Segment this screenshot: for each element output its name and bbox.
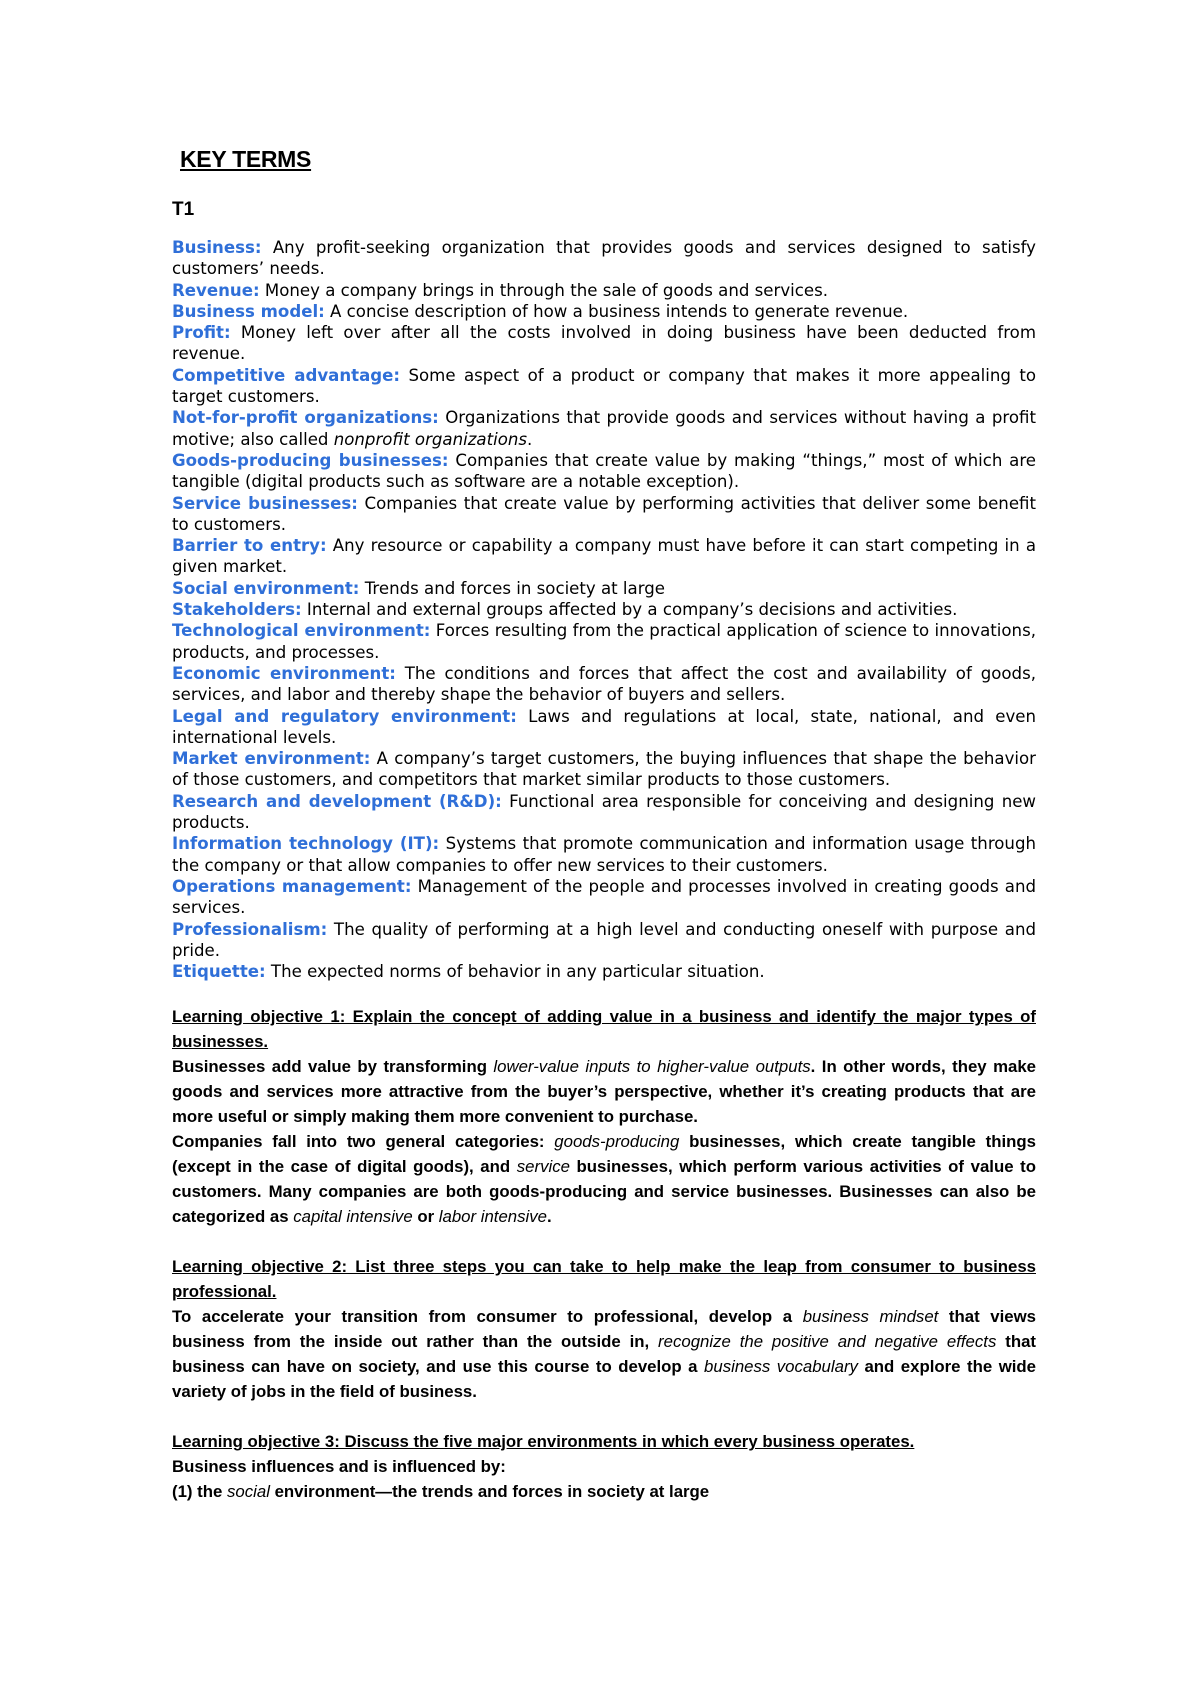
learning-objectives bbox=[172, 1004, 1036, 1504]
objective-paragraph bbox=[172, 1304, 1036, 1404]
term-name: Business: bbox=[172, 238, 262, 257]
objective-emphasis: labor intensive bbox=[438, 1207, 547, 1227]
objective-paragraph bbox=[172, 1454, 1036, 1479]
objective-emphasis: service bbox=[516, 1157, 570, 1177]
term-entry bbox=[172, 301, 1036, 322]
term-entry bbox=[172, 833, 1036, 876]
learning-objective bbox=[172, 1254, 1036, 1404]
term-entry bbox=[172, 876, 1036, 919]
objective-text: environment—the trends and forces in society at large bbox=[269, 1482, 710, 1502]
objective-text: or bbox=[412, 1207, 439, 1227]
objective-text: . bbox=[546, 1207, 552, 1227]
term-definition: Laws and regulations at local, state, national, and even international levels. bbox=[172, 706, 1036, 747]
objective-text: Companies fall into two general categories: bbox=[172, 1132, 555, 1152]
term-entry bbox=[172, 620, 1036, 663]
term-entry bbox=[172, 237, 1036, 280]
term-name: Competitive advantage: bbox=[172, 365, 401, 385]
term-name: Goods-producing businesses: bbox=[172, 450, 449, 470]
term-name: Professionalism: bbox=[172, 919, 328, 939]
objective-emphasis: business mindset bbox=[802, 1307, 939, 1327]
term-name: Business model: bbox=[172, 301, 325, 321]
term-definition: A concise description of how a business intends to generate revenue. bbox=[324, 301, 909, 321]
term-definition: A company’s target customers, the buying influences that shape the behavior of those customers, and competitors that market similar products to those customers. bbox=[172, 749, 1036, 790]
term-definition: The expected norms of behavior in any particular situation. bbox=[265, 962, 765, 982]
term-name: Barrier to entry: bbox=[172, 536, 327, 556]
term-definition: The quality of performing at a high level and conducting oneself with purpose and pride. bbox=[172, 919, 1036, 960]
term-definition: . bbox=[527, 429, 533, 449]
objective-emphasis: recognize the positive and negative effects bbox=[658, 1332, 997, 1352]
objective-heading: Learning objective 2: List three steps you can take to help make the leap from consumer to business professional. bbox=[172, 1257, 1036, 1302]
term-entry bbox=[172, 599, 1036, 620]
term-entry bbox=[172, 748, 1036, 791]
term-definition: Internal and external groups affected by a company’s decisions and activities. bbox=[301, 600, 958, 620]
term-name: Legal and regulatory environment: bbox=[172, 706, 517, 726]
objective-emphasis: social bbox=[227, 1482, 270, 1502]
objective-text: . In other words, they make goods and services more attractive from the buyer’s perspective, whether it’s creating products that are more useful or simply making them more convenient to purchase. bbox=[172, 1057, 1036, 1127]
key-terms-list bbox=[172, 237, 1036, 982]
term-entry bbox=[172, 322, 1036, 365]
term-name: Etiquette: bbox=[172, 962, 266, 982]
term-name: Service businesses: bbox=[172, 493, 358, 513]
term-definition: Systems that promote communication and information usage through the company or that allow companies to offer new services to their customers. bbox=[172, 834, 1036, 875]
term-definition: Any profit-seeking organization that provides goods and services designed to satisfy customers’ needs. bbox=[172, 238, 1036, 279]
term-definition: Some aspect of a product or company that makes it more appealing to target customers. bbox=[172, 365, 1036, 407]
objective-emphasis: lower-value inputs to higher-value outputs bbox=[493, 1057, 811, 1077]
objective-paragraph bbox=[172, 1054, 1036, 1129]
learning-objective bbox=[172, 1004, 1036, 1229]
objective-text: that business can have on society, and use this course to develop a bbox=[172, 1332, 1036, 1377]
term-entry bbox=[172, 919, 1036, 962]
term-name: Information technology (IT): bbox=[172, 834, 440, 854]
term-name: Operations management: bbox=[172, 876, 412, 896]
term-definition: Trends and forces in society at large bbox=[359, 578, 665, 598]
term-name: Social environment: bbox=[172, 578, 360, 598]
objective-text: Businesses add value by transforming bbox=[172, 1057, 494, 1077]
term-name: Economic environment: bbox=[172, 663, 396, 683]
objective-heading: Learning objective 1: Explain the concept of adding value in a business and identify the major types of businesses. bbox=[172, 1007, 1036, 1052]
objective-paragraph bbox=[172, 1129, 1036, 1229]
objective-text: businesses, which create tangible things (except in the case of digital goods), and bbox=[172, 1132, 1036, 1177]
term-definition: Companies that create value by performing activities that deliver some benefit to customers. bbox=[172, 493, 1036, 534]
term-definition: Any resource or capability a company must have before it can start competing in a given market. bbox=[172, 536, 1036, 577]
term-definition: Money left over after all the costs involved in doing business have been deducted from revenue. bbox=[172, 323, 1036, 364]
term-definition: The conditions and forces that affect the cost and availability of goods, services, and labor and thereby shape the behavior of buyers and sellers. bbox=[172, 663, 1036, 705]
term-name: Research and development (R&D): bbox=[172, 791, 502, 811]
term-entry bbox=[172, 578, 1036, 599]
term-entry bbox=[172, 706, 1036, 749]
term-entry bbox=[172, 365, 1036, 408]
learning-objective bbox=[172, 1429, 1036, 1504]
objective-heading: Learning objective 3: Discuss the five major environments in which every business operates. bbox=[172, 1432, 915, 1452]
term-entry bbox=[172, 663, 1036, 706]
term-definition: Forces resulting from the practical application of science to innovations, products, and processes. bbox=[172, 621, 1036, 662]
title-text: KEY TERMS bbox=[180, 146, 312, 172]
objective-text: businesses, which perform various activities of value to customers. Many companies are both goods-producing and service businesses. Businesses can also be categorized as bbox=[172, 1157, 1036, 1227]
term-definition: Functional area responsible for conceiving and designing new products. bbox=[172, 791, 1036, 833]
objective-emphasis: capital intensive bbox=[293, 1207, 413, 1227]
term-entry bbox=[172, 535, 1036, 578]
term-entry bbox=[172, 493, 1036, 536]
objective-text: Business influences and is influenced by: bbox=[172, 1457, 506, 1477]
term-name: Revenue: bbox=[172, 280, 260, 300]
term-entry bbox=[172, 450, 1036, 493]
objective-text: and explore the wide variety of jobs in the field of business. bbox=[172, 1357, 1036, 1402]
term-name: Profit: bbox=[172, 323, 231, 343]
term-emphasis: nonprofit organizations bbox=[333, 429, 528, 449]
section-code: T1 bbox=[172, 199, 195, 220]
term-entry bbox=[172, 280, 1036, 301]
term-definition: Money a company brings in through the sale of goods and services. bbox=[259, 280, 829, 300]
term-name: Not-for-profit organizations: bbox=[172, 408, 439, 428]
term-definition: Organizations that provide goods and services without having a profit motive; also called bbox=[172, 408, 1036, 449]
term-entry bbox=[172, 961, 1036, 982]
term-name: Technological environment: bbox=[172, 621, 431, 641]
objective-text: (1) the bbox=[172, 1482, 228, 1502]
term-name: Stakeholders: bbox=[172, 600, 302, 620]
objective-text: To accelerate your transition from consumer to professional, develop a bbox=[172, 1307, 803, 1327]
document-title bbox=[172, 146, 1036, 173]
term-name: Market environment: bbox=[172, 749, 371, 769]
document-page bbox=[172, 146, 1036, 1529]
term-entry bbox=[172, 791, 1036, 834]
term-entry bbox=[172, 407, 1036, 450]
objective-text: that views business from the inside out rather than the outside in, bbox=[172, 1307, 1036, 1352]
objective-emphasis: business vocabulary bbox=[704, 1357, 858, 1377]
term-definition: Management of the people and processes involved in creating goods and services. bbox=[172, 876, 1036, 918]
term-definition: Companies that create value by making “things,” most of which are tangible (digital products such as software are a notable exception). bbox=[172, 450, 1036, 492]
objective-emphasis: goods-producing bbox=[554, 1132, 680, 1152]
objective-paragraph bbox=[172, 1479, 1036, 1504]
